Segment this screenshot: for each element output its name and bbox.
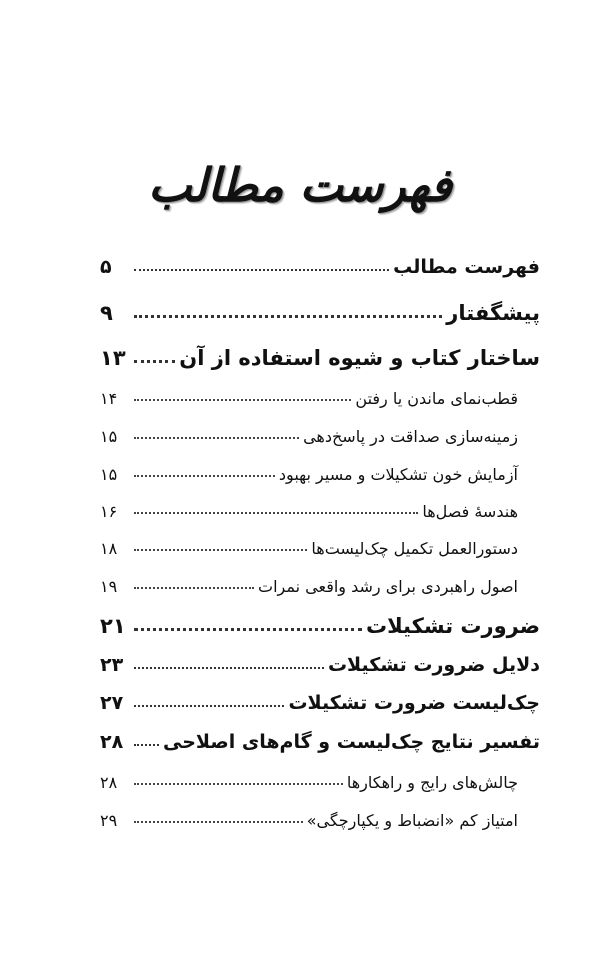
toc-entry-page: ۱۸ <box>100 539 118 558</box>
toc-entry-page: ۱۵ <box>100 427 118 446</box>
toc-entry-label: امتیاز کم «انضباط و یکپارچگی» <box>306 811 518 830</box>
toc-entry-page: ۲۸ <box>100 731 124 753</box>
toc-entry-page: ۲۳ <box>100 654 124 676</box>
toc-entry-label: چالش‌های رایج و راهکارها <box>346 773 518 792</box>
toc-entry-label: پیشگفتار <box>446 301 540 325</box>
toc-entry <box>100 723 540 753</box>
toc-entry-label: ساختار کتاب و شیوه استفاده از آن <box>179 346 540 370</box>
toc-entry <box>100 340 540 370</box>
toc-entry <box>100 528 540 558</box>
toc-entry-page: ۱۶ <box>100 502 118 521</box>
toc-entry-page: ۱۳ <box>100 346 126 370</box>
toc-entry-label: دستورالعمل تکمیل چک‌لیست‌ها <box>311 539 518 558</box>
toc-entry-page: ۱۵ <box>100 465 118 484</box>
dot-leader <box>134 783 343 785</box>
table-of-contents <box>100 0 540 956</box>
dot-leader <box>134 705 284 707</box>
toc-entry-label: زمینه‌سازی صداقت در پاسخ‌دهی <box>303 427 518 446</box>
toc-entry-label: ضرورت تشکیلات <box>366 614 540 638</box>
toc-entry-page: ۱۹ <box>100 577 118 596</box>
toc-entry <box>100 684 540 714</box>
dot-leader <box>134 628 362 631</box>
dot-leader <box>134 821 303 823</box>
toc-entry-page: ۲۸ <box>100 773 118 792</box>
toc-entry-page: ۲۹ <box>100 811 118 830</box>
dot-leader <box>134 744 159 746</box>
toc-entry <box>100 454 540 484</box>
dot-leader <box>134 667 324 669</box>
toc-entry-label: قطب‌نمای ماندن یا رفتن <box>355 389 518 408</box>
toc-entry <box>100 566 540 596</box>
toc-entry <box>100 248 540 278</box>
dot-leader <box>134 549 307 551</box>
toc-entry-page: ۱۴ <box>100 389 118 408</box>
toc-entry-label: هندسهٔ فصل‌ها <box>422 502 518 521</box>
toc-entry-page: ۲۱ <box>100 614 126 638</box>
toc-entry-page: ۲۷ <box>100 692 124 714</box>
toc-entry <box>100 762 540 792</box>
dot-leader <box>134 587 254 589</box>
toc-entry-label: چک‌لیست ضرورت تشکیلات <box>288 692 540 714</box>
page-title: فهرست مطالب <box>148 158 452 212</box>
dot-leader <box>134 360 175 363</box>
dot-leader <box>134 399 351 401</box>
toc-entry <box>100 491 540 521</box>
dot-leader <box>134 269 389 271</box>
toc-entry-label: دلایل ضرورت تشکیلات <box>327 654 540 676</box>
toc-entry-label: فهرست مطالب <box>393 256 540 278</box>
dot-leader <box>134 437 299 439</box>
dot-leader <box>134 512 418 514</box>
toc-entry-page: ۵ <box>100 256 112 278</box>
toc-entry <box>100 378 540 408</box>
toc-entry-page: ۹ <box>100 301 113 325</box>
toc-entry <box>100 608 540 638</box>
toc-entry-label: تفسیر نتایج چک‌لیست و گام‌های اصلاحی <box>163 731 540 753</box>
toc-entry-label: اصول راهبردی برای رشد واقعی نمرات <box>258 577 518 596</box>
toc-entry <box>100 800 540 830</box>
dot-leader <box>134 315 442 318</box>
toc-entry <box>100 295 540 325</box>
toc-entry-label: آزمایش خون تشکیلات و مسیر بهبود <box>278 465 518 484</box>
dot-leader <box>134 475 275 477</box>
toc-entry <box>100 646 540 676</box>
toc-entry <box>100 416 540 446</box>
